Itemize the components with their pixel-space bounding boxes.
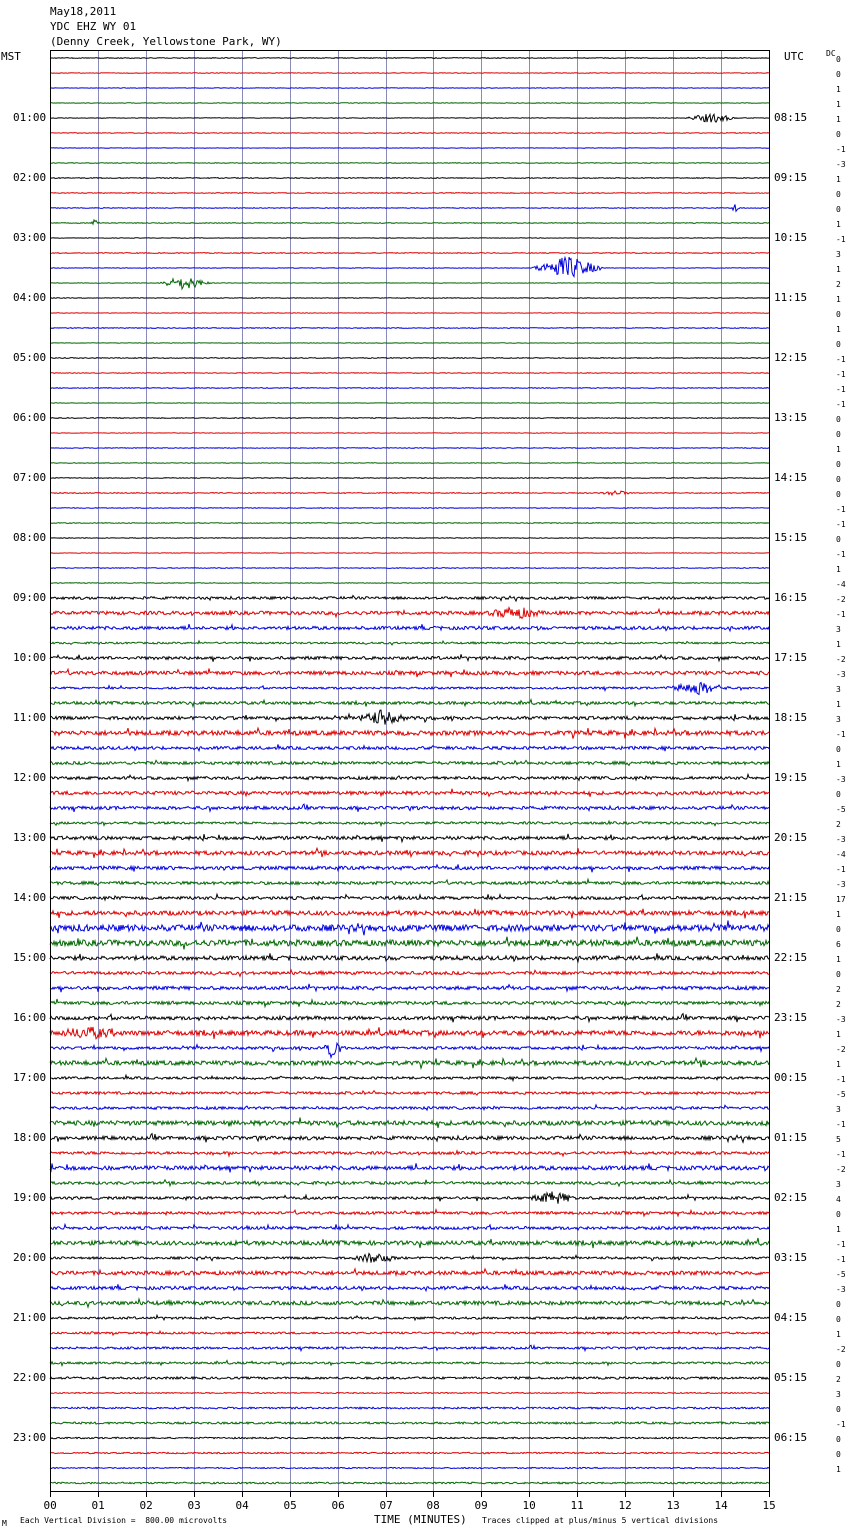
trace-row-55 bbox=[50, 879, 769, 885]
dc-offset-label: -5 bbox=[836, 1090, 846, 1099]
trace-row-11 bbox=[50, 220, 769, 224]
left-hour-label: 12:00 bbox=[13, 771, 47, 784]
trace-row-78 bbox=[50, 1224, 769, 1230]
dc-offset-label: 1 bbox=[836, 1225, 841, 1234]
dc-offset-label: 1 bbox=[836, 1330, 841, 1339]
trace-row-83 bbox=[50, 1299, 769, 1307]
dc-offset-label: 0 bbox=[836, 430, 841, 439]
dc-offset-label: 1 bbox=[836, 1060, 841, 1069]
left-hour-label: 16:00 bbox=[13, 1011, 47, 1024]
left-hour-label: 04:00 bbox=[13, 291, 47, 304]
trace-row-56 bbox=[50, 894, 769, 900]
right-hour-label: 21:15 bbox=[774, 891, 808, 904]
dc-offset-label: 3 bbox=[836, 685, 841, 694]
dc-offset-label: -2 bbox=[836, 1045, 846, 1054]
right-hour-label: 12:15 bbox=[774, 351, 808, 364]
trace-row-16 bbox=[50, 298, 769, 299]
dc-offset-label: 0 bbox=[836, 1360, 841, 1369]
dc-offset-label: 1 bbox=[836, 175, 841, 184]
dc-offset-label: 1 bbox=[836, 565, 841, 574]
dc-offset-label: -1 bbox=[836, 400, 846, 409]
trace-row-53 bbox=[50, 848, 769, 858]
trace-row-28 bbox=[50, 478, 769, 479]
dc-offset-label: -3 bbox=[836, 775, 846, 784]
right-hour-label: 15:15 bbox=[774, 531, 808, 544]
x-tick-label: 09 bbox=[474, 1499, 488, 1512]
dc-offset-label: -1 bbox=[836, 1255, 846, 1264]
dc-offset-label: 2 bbox=[836, 280, 841, 289]
right-hour-label: 02:15 bbox=[774, 1191, 808, 1204]
dc-axis-title: DC bbox=[826, 49, 836, 58]
right-hour-label: 03:15 bbox=[774, 1251, 808, 1264]
dc-offset-label: -1 bbox=[836, 1240, 846, 1249]
dc-offset-label: 0 bbox=[836, 475, 841, 484]
x-tick-label: 13 bbox=[666, 1499, 680, 1512]
dc-offset-label: -1 bbox=[836, 1120, 846, 1129]
left-hour-label: 05:00 bbox=[13, 351, 47, 364]
trace-row-36 bbox=[50, 596, 769, 602]
dc-offset-label: 17 bbox=[836, 895, 846, 904]
dc-offset-label: -2 bbox=[836, 655, 846, 664]
left-hour-label: 23:00 bbox=[13, 1431, 47, 1444]
trace-row-26 bbox=[50, 448, 769, 449]
trace-row-58 bbox=[50, 921, 769, 936]
trace-row-94 bbox=[50, 1467, 769, 1468]
left-hour-label: 17:00 bbox=[13, 1071, 47, 1084]
trace-row-76 bbox=[50, 1192, 769, 1204]
dc-offset-label: 2 bbox=[836, 1000, 841, 1009]
x-tick-label: 08 bbox=[426, 1499, 440, 1512]
dc-offset-label: -3 bbox=[836, 835, 846, 844]
x-tick-label: 03 bbox=[187, 1499, 201, 1512]
trace-row-47 bbox=[50, 760, 769, 765]
x-tick-label: 04 bbox=[235, 1499, 249, 1512]
dc-offset-label: -1 bbox=[836, 505, 846, 514]
dc-offset-label: -4 bbox=[836, 850, 846, 859]
trace-row-46 bbox=[50, 744, 769, 751]
x-tick-label: 12 bbox=[618, 1499, 632, 1512]
left-hour-label: 15:00 bbox=[13, 951, 47, 964]
trace-row-41 bbox=[50, 669, 769, 678]
dc-offset-label: -3 bbox=[836, 160, 846, 169]
left-hour-label: 06:00 bbox=[13, 411, 47, 424]
dc-offset-label: 1 bbox=[836, 265, 841, 274]
trace-row-40 bbox=[50, 654, 769, 661]
x-tick-label: 14 bbox=[714, 1499, 728, 1512]
trace-row-1 bbox=[50, 73, 769, 74]
dc-offset-label: 2 bbox=[836, 1375, 841, 1384]
dc-offset-label: -3 bbox=[836, 1015, 846, 1024]
trace-row-14 bbox=[50, 257, 769, 276]
dc-offset-label: -3 bbox=[836, 1285, 846, 1294]
trace-row-18 bbox=[50, 328, 769, 329]
dc-offset-label: 0 bbox=[836, 1450, 841, 1459]
right-hour-label: 10:15 bbox=[774, 231, 808, 244]
dc-offset-label: 0 bbox=[836, 1315, 841, 1324]
dc-offset-label: 1 bbox=[836, 100, 841, 109]
dc-offset-label: -5 bbox=[836, 1270, 846, 1279]
trace-row-10 bbox=[50, 204, 769, 211]
left-hour-label: 08:00 bbox=[13, 531, 47, 544]
trace-row-30 bbox=[50, 508, 769, 509]
dc-offset-label: 0 bbox=[836, 745, 841, 754]
trace-row-48 bbox=[50, 774, 769, 780]
trace-row-44 bbox=[50, 710, 769, 725]
trace-row-3 bbox=[50, 103, 769, 104]
dc-offset-label: 3 bbox=[836, 715, 841, 724]
left-hour-label: 21:00 bbox=[13, 1311, 47, 1324]
trace-row-27 bbox=[50, 463, 769, 464]
dc-offset-label: -1 bbox=[836, 610, 846, 619]
dc-offset-label: 1 bbox=[836, 760, 841, 769]
left-hour-label: 01:00 bbox=[13, 111, 47, 124]
dc-offset-label: 2 bbox=[836, 820, 841, 829]
trace-row-75 bbox=[50, 1180, 769, 1186]
dc-offset-label: 0 bbox=[836, 70, 841, 79]
trace-row-37 bbox=[50, 608, 769, 619]
trace-row-93 bbox=[50, 1452, 769, 1453]
left-hour-label: 19:00 bbox=[13, 1191, 47, 1204]
dc-offset-label: -1 bbox=[836, 385, 846, 394]
right-hour-label: 23:15 bbox=[774, 1011, 808, 1024]
trace-row-69 bbox=[50, 1091, 769, 1095]
clip-note: Traces clipped at plus/minus 5 vertical divisions bbox=[482, 1516, 719, 1525]
trace-row-74 bbox=[50, 1163, 769, 1172]
right-hour-label: 14:15 bbox=[774, 471, 808, 484]
right-hour-label: 00:15 bbox=[774, 1071, 808, 1084]
dc-offset-label: 3 bbox=[836, 250, 841, 259]
trace-row-59 bbox=[50, 937, 769, 950]
trace-row-29 bbox=[50, 491, 769, 495]
dc-offset-label: 0 bbox=[836, 415, 841, 424]
right-hour-label: 11:15 bbox=[774, 291, 808, 304]
trace-row-32 bbox=[50, 538, 769, 539]
trace-row-9 bbox=[50, 193, 769, 194]
dc-offset-label: -1 bbox=[836, 730, 846, 739]
trace-row-91 bbox=[50, 1422, 769, 1424]
x-tick-label: 11 bbox=[570, 1499, 584, 1512]
trace-row-66 bbox=[50, 1043, 769, 1057]
dc-offset-label: 0 bbox=[836, 310, 841, 319]
dc-offset-label: 0 bbox=[836, 205, 841, 214]
dc-offset-label: 1 bbox=[836, 700, 841, 709]
trace-row-45 bbox=[50, 728, 769, 739]
right-hour-label: 05:15 bbox=[774, 1371, 808, 1384]
trace-row-71 bbox=[50, 1118, 769, 1128]
trace-row-34 bbox=[50, 568, 769, 569]
trace-row-80 bbox=[50, 1254, 769, 1263]
x-axis-label: TIME (MINUTES) bbox=[374, 1513, 467, 1526]
trace-row-13 bbox=[50, 253, 769, 254]
left-hour-label: 13:00 bbox=[13, 831, 47, 844]
dc-offset-label: 0 bbox=[836, 130, 841, 139]
x-tick-label: 02 bbox=[139, 1499, 153, 1512]
trace-row-51 bbox=[50, 821, 769, 826]
dc-offset-label: 1 bbox=[836, 955, 841, 964]
trace-row-60 bbox=[50, 953, 769, 961]
trace-row-88 bbox=[50, 1377, 769, 1379]
dc-offset-label: -1 bbox=[836, 1420, 846, 1429]
trace-row-72 bbox=[50, 1134, 769, 1143]
trace-row-4 bbox=[50, 114, 769, 122]
trace-row-90 bbox=[50, 1407, 769, 1409]
dc-offset-label: 1 bbox=[836, 1030, 841, 1039]
dc-offset-label: -1 bbox=[836, 1075, 846, 1084]
left-hour-label: 03:00 bbox=[13, 231, 47, 244]
trace-row-49 bbox=[50, 789, 769, 797]
trace-row-73 bbox=[50, 1151, 769, 1156]
seismic-traces bbox=[50, 58, 769, 1484]
dc-offset-label: 0 bbox=[836, 1435, 841, 1444]
dc-offset-label: -1 bbox=[836, 145, 846, 154]
trace-row-15 bbox=[50, 279, 769, 289]
dc-offset-label: 3 bbox=[836, 1180, 841, 1189]
dc-offset-label: 1 bbox=[836, 85, 841, 94]
dc-offset-label: 1 bbox=[836, 445, 841, 454]
corner-mark: M bbox=[2, 1519, 7, 1528]
trace-row-57 bbox=[50, 909, 769, 919]
x-tick-label: 01 bbox=[91, 1499, 105, 1512]
dc-offset-label: 0 bbox=[836, 790, 841, 799]
trace-row-65 bbox=[50, 1027, 769, 1039]
dc-offset-label: 1 bbox=[836, 640, 841, 649]
trace-row-63 bbox=[50, 999, 769, 1007]
trace-row-77 bbox=[50, 1210, 769, 1216]
dc-offset-label: 0 bbox=[836, 1210, 841, 1219]
dc-offset-label: 0 bbox=[836, 1405, 841, 1414]
trace-row-87 bbox=[50, 1361, 769, 1366]
dc-offset-label: -5 bbox=[836, 805, 846, 814]
dc-offset-label: 5 bbox=[836, 1135, 841, 1144]
dc-offset-label: 1 bbox=[836, 295, 841, 304]
dc-offset-label: 3 bbox=[836, 1105, 841, 1114]
trace-row-24 bbox=[50, 418, 769, 419]
trace-row-68 bbox=[50, 1075, 769, 1080]
dc-offset-label: -1 bbox=[836, 865, 846, 874]
left-hour-label: 22:00 bbox=[13, 1371, 47, 1384]
dc-offset-label: 3 bbox=[836, 1390, 841, 1399]
trace-row-54 bbox=[50, 864, 769, 872]
time-gridlines bbox=[99, 51, 722, 1491]
right-hour-label: 04:15 bbox=[774, 1311, 808, 1324]
right-hour-label: 09:15 bbox=[774, 171, 808, 184]
plot-frame bbox=[51, 51, 770, 1492]
dc-offset-label: -1 bbox=[836, 550, 846, 559]
dc-offset-label: -2 bbox=[836, 595, 846, 604]
x-tick-label: 15 bbox=[762, 1499, 776, 1512]
x-tick-label: 00 bbox=[43, 1499, 57, 1512]
dc-offset-label: 6 bbox=[836, 940, 841, 949]
trace-row-61 bbox=[50, 970, 769, 977]
left-hour-label: 20:00 bbox=[13, 1251, 47, 1264]
dc-offset-label: 0 bbox=[836, 925, 841, 934]
trace-row-43 bbox=[50, 700, 769, 707]
dc-offset-label: 0 bbox=[836, 1300, 841, 1309]
trace-row-42 bbox=[50, 683, 769, 695]
dc-offset-label: 0 bbox=[836, 490, 841, 499]
trace-row-95 bbox=[50, 1482, 769, 1484]
dc-offset-label: -3 bbox=[836, 880, 846, 889]
left-hour-label: 14:00 bbox=[13, 891, 47, 904]
left-hour-label: 10:00 bbox=[13, 651, 47, 664]
right-hour-label: 19:15 bbox=[774, 771, 808, 784]
x-tick-label: 05 bbox=[283, 1499, 297, 1512]
dc-offset-label: 0 bbox=[836, 460, 841, 469]
dc-offset-label: 2 bbox=[836, 985, 841, 994]
dc-offset-label: 4 bbox=[836, 1195, 841, 1204]
right-hour-label: 01:15 bbox=[774, 1131, 808, 1144]
dc-offset-label: 1 bbox=[836, 220, 841, 229]
dc-offset-label: 1 bbox=[836, 1465, 841, 1474]
dc-offset-label: -1 bbox=[836, 370, 846, 379]
x-tick-label: 06 bbox=[331, 1499, 345, 1512]
dc-offset-label: -1 bbox=[836, 235, 846, 244]
right-hour-label: 08:15 bbox=[774, 111, 808, 124]
trace-row-67 bbox=[50, 1058, 769, 1068]
dc-offset-label: 0 bbox=[836, 340, 841, 349]
dc-offset-label: -2 bbox=[836, 1345, 846, 1354]
dc-offset-label: -1 bbox=[836, 355, 846, 364]
dc-offset-label: 1 bbox=[836, 910, 841, 919]
trace-row-62 bbox=[50, 984, 769, 992]
trace-row-5 bbox=[50, 133, 769, 134]
trace-row-64 bbox=[50, 1014, 769, 1023]
chart-date: May18,2011 bbox=[50, 5, 117, 18]
right-hour-label: 16:15 bbox=[774, 591, 808, 604]
trace-row-79 bbox=[50, 1238, 769, 1248]
trace-row-84 bbox=[50, 1315, 769, 1320]
trace-row-22 bbox=[50, 388, 769, 389]
right-hour-label: 17:15 bbox=[774, 651, 808, 664]
trace-row-21 bbox=[50, 373, 769, 374]
trace-row-85 bbox=[50, 1331, 769, 1336]
trace-row-82 bbox=[50, 1284, 769, 1291]
scale-note: Each Vertical Division = 800.00 microvolts bbox=[20, 1516, 228, 1525]
trace-row-39 bbox=[50, 641, 769, 645]
right-hour-label: 22:15 bbox=[774, 951, 808, 964]
left-hour-label: 02:00 bbox=[13, 171, 47, 184]
dc-offset-label: -3 bbox=[836, 670, 846, 679]
dc-offset-label: -2 bbox=[836, 1165, 846, 1174]
dc-offset-label: 1 bbox=[836, 115, 841, 124]
trace-row-81 bbox=[50, 1269, 769, 1275]
dc-offset-label: 0 bbox=[836, 55, 841, 64]
dc-offset-label: -1 bbox=[836, 1150, 846, 1159]
dc-offset-label: 0 bbox=[836, 970, 841, 979]
dc-offset-label: 0 bbox=[836, 190, 841, 199]
right-hour-label: 13:15 bbox=[774, 411, 808, 424]
trace-row-70 bbox=[50, 1105, 769, 1110]
trace-row-35 bbox=[50, 583, 769, 584]
trace-row-7 bbox=[50, 163, 769, 164]
left-hour-label: 11:00 bbox=[13, 711, 47, 724]
left-hour-label: 07:00 bbox=[13, 471, 47, 484]
right-axis-title: UTC bbox=[784, 50, 804, 63]
dc-offset-label: -4 bbox=[836, 580, 846, 589]
right-hour-label: 18:15 bbox=[774, 711, 808, 724]
left-axis-title: MST bbox=[1, 50, 21, 63]
trace-row-31 bbox=[50, 523, 769, 524]
dc-offset-label: -1 bbox=[836, 520, 846, 529]
trace-row-52 bbox=[50, 834, 769, 842]
right-hour-label: 06:15 bbox=[774, 1431, 808, 1444]
trace-row-38 bbox=[50, 624, 769, 631]
trace-row-92 bbox=[50, 1437, 769, 1438]
dc-offset-label: 1 bbox=[836, 325, 841, 334]
trace-row-20 bbox=[50, 358, 769, 359]
dc-offset-label: 3 bbox=[836, 625, 841, 634]
trace-row-8 bbox=[50, 178, 769, 179]
left-hour-label: 09:00 bbox=[13, 591, 47, 604]
trace-row-89 bbox=[50, 1393, 769, 1394]
station-code: YDC EHZ WY 01 bbox=[50, 20, 137, 33]
dc-offset-label: 0 bbox=[836, 535, 841, 544]
trace-row-0 bbox=[50, 58, 769, 59]
left-hour-label: 18:00 bbox=[13, 1131, 47, 1144]
trace-row-50 bbox=[50, 804, 769, 812]
x-tick-label: 07 bbox=[379, 1499, 393, 1512]
station-location: (Denny Creek, Yellowstone Park, WY) bbox=[50, 35, 282, 48]
right-hour-label: 20:15 bbox=[774, 831, 808, 844]
trace-row-86 bbox=[50, 1345, 769, 1350]
x-tick-label: 10 bbox=[522, 1499, 536, 1512]
